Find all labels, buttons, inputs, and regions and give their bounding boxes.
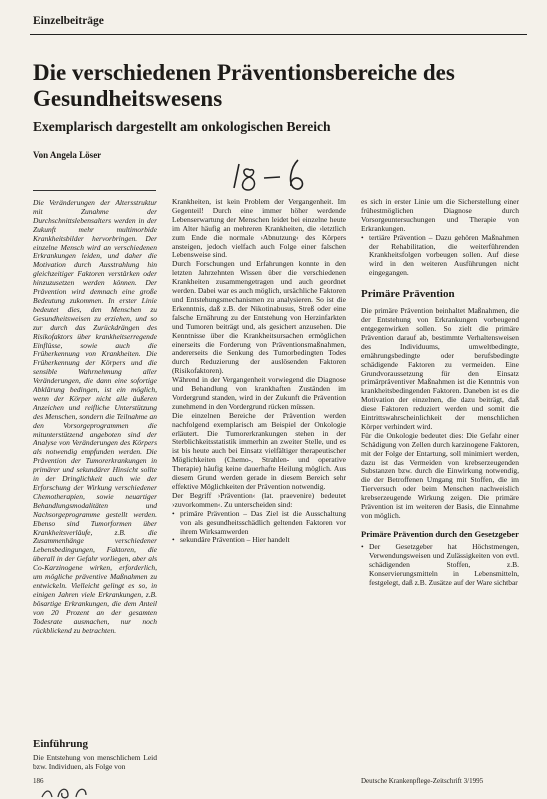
list-item: • tertiäre Prävention – Dazu gehören Maßnahmen der Rehabilitation, die weiterführenden Krankheitsfolgen vorbeugen sollen. Auf diese wird in den weiteren Ausführungen nicht eingegangen. — [361, 234, 519, 279]
column-3 — [361, 198, 519, 587]
article-title: Die verschiedenen Präventionsbereiche des Gesundheitswesens — [33, 60, 455, 111]
article-subtitle: Exemplarisch dargestellt am onkologischen Bereich — [33, 119, 331, 134]
einfuehrung-heading: Einführung — [33, 738, 89, 750]
page-number: 186 — [33, 777, 44, 785]
primary-paragraph: Für die Onkologie bedeutet dies: Die Gefahr einer Schädigung von Zellen durch karzinogene Faktoren, mit der Folge der Entartung, soll minimiert werden, dazu ist das Vermeiden von krebserzeugenden Substanzen bzw. durch die Einwirkung notwendig, die der Betroffenen Umgang mit Stoffen, die im Tierversuch oder beim Menschen nachweislich krebserzeugende Wirkung zeigen. Die primäre Prävention ist im weiteren der Basis, die Einnahme von möglich. — [361, 430, 519, 520]
abstract — [33, 199, 157, 635]
handwritten-note — [228, 158, 318, 202]
author-byline: Von Angela Löser — [33, 150, 102, 160]
header-rule — [30, 34, 527, 35]
tertiary-list — [361, 234, 519, 279]
list-item: • sekundäre Prävention – Hier handelt — [172, 536, 346, 545]
list-item: • Der Gesetzgeber hat Höchstmengen, Verwendungsweisen und Zulässigkeiten von evtl. schädigenden Stoffen, z.B. Konservierungsmitteln in Lebensmitteln, festgelegt, daß z.B. Zusätze auf der Ware sichtbar — [361, 543, 519, 588]
col2-paragraph: Die einzelnen Bereiche der Prävention werden nachfolgend exemplarisch am Beispiel der Onkologie erläutert. Die Tumorerkrankungen stehen in der Sterblichkeitsstatistik immerhin an zweiter Stelle, und es ist bis heute auch bei Einsatz vielfältiger therapeutischer Möglichkeiten (Chemo-, Strahlen- und operative Therapie) häufig keine dauerhafte Heilung möglich. Aus diesem Grund werden gerade in diesem Bereich sehr effektive Möglichkeiten der Prävention notwendig. — [172, 410, 346, 491]
col2-paragraph: Krankheiten, ist kein Problem der Vergangenheit. Im Gegenteil! Durch eine immer höher werdende Lebenserwartung der Menschen leidet bei einzelne heute im Alter häufig an mehreren Krankheiten, die ›letztlich zum Ende die normale ›Abnutzung‹ des Körpers ansteigen, jedoch vielfach auch Folge einer falschen Lebensweise sind. — [172, 197, 346, 260]
gesetzgeber-list — [361, 543, 519, 588]
primary-heading: Primäre Prävention — [361, 288, 455, 301]
column-2 — [172, 198, 346, 545]
abstract-rule — [33, 190, 156, 191]
section-label: Einzelbeiträge — [33, 15, 104, 27]
journal-footer: Deutsche Krankenpflege-Zeitschrift 3/1995 — [361, 777, 484, 785]
pen-scribble — [40, 785, 100, 799]
primary-paragraph: Die primäre Prävention beinhaltet Maßnahmen, die der Entstehung von Erkrankungen vorbeugend entgegenwirken sollen. So zielt die primäre Prävention darauf ab, bestimmte Verhaltensweisen des Individuums, umweltbedingte, ernährungsbedingte oder berufsbedingte schädigende Faktoren zu vermeiden. Eine Grundvoraussetzung für den Einsatz primärpräventiver Maßnahmen ist die Kenntnis von krankheitsbedingenden Faktoren. Daneben ist es die Motivation der einzelnen, die dazu beiträgt, daß diese Faktoren reduziert werden und somit die Eintrittswahrscheinlichkeit der menschlichen Körper verhindert wird. — [361, 306, 519, 431]
list-item: • primäre Prävention – Das Ziel ist die Ausschaltung von als gesundheitsschädlich geltenden Faktoren vor ihrem Wirksamwerden — [172, 510, 346, 537]
einfuehrung-text: Die Entstehung von menschlichem Leid bzw. Individuen, als Folge von — [33, 753, 157, 771]
col3-intro: es sich in erster Linie um die Sicherstellung einer frühestmöglichen Diagnose durch Vorsorgeuntersuchungen und Therapie von Erkrankungen. — [361, 197, 519, 233]
gesetzgeber-heading: Primäre Prävention durch den Gesetzgeber — [361, 528, 519, 539]
prevention-types-list — [172, 510, 346, 546]
col2-paragraph: Der Begriff ›Prävention‹ (lat. praevenire) bedeutet ›zuvorkommen‹. Zu unterscheiden sind: — [172, 490, 346, 509]
abstract-text: Die Veränderungen der Altersstruktur mit Zunahme der Durchschnittslebensalters werden in der Zukunft mehr multimorbide Krankheitsbilder hervorbringen. Der einzelne Mensch wird an verschiedenen Erkrankungen leiden, und daher die Motivation durch Ausstrahlung hin gleichzeitiger Faktoren verstärken oder hinzuzusetzen werden können. Der Prävention wird demnach eine große Bedeutung zukommen. In erster Linie bedeutet dies, den Menschen zu Gesundheitsweisen zu erziehen, und so zur durch das Zurückdrängen des Risikofaktors über krankheitserregende Einflüsse, sowie auch die Früherkennung von Krankheiten. Die Früherkennung der Körpers und die sensible Wahrnehmung aller Veränderungen, die dann eine sofortige Abklärung bedingen, ist ein möglich, wenn der Körper nicht alle äußeren Anzeichen und reifliche Unterstützung des Menschen, sondern die Teilnahme an den Vorsorgeprogrammen die mitunterstützend angeboten sind der Analyse von Veränderungen des Körpers als notwendig empfunden werden. Die Prävention der Tumorerkrankungen in primärer und sekundärer Hinsicht sollte in der Dringlichkeit auch wie der Erforschung der Wirkung verschiedener Chemotherapien, sowie neuartiger Behandlungsmodalitäten und Nachsorgeprogramme gestellt werden. Ebenso sind Tumorformen über Krankheitsverläufe, z.B. die Zusammenhänge verschiedener Lebensbedingungen, Faktoren, die überall in der Gefahr vorliegen, aber als Co-Karzinogene wirken, erforderlich, um mögliche präventive Maßnahmen zu entwickeln. Vielleicht gelingt es so, in einigen Jahren viele Erkrankungen, z.B. bösartige Erkrankungen, die dem Anteil von 20 Prozent an der gesamten Todesrate ausmachen, nur noch rückblickend zu betrachten. — [33, 198, 157, 635]
col2-paragraph: Während in der Vergangenheit vorwiegend die Diagnose und Behandlung von krankhaften Zuständen im Vordergrund standen, wird in der Zukunft die Prävention zunehmend in den Vordergrund rücken müssen. — [172, 375, 346, 411]
col2-paragraph: Durch Forschungen und Erfahrungen konnte in den letzten Jahrzehnten Wissen über die verschiedenen Krankheiten zusammengetragen und auch geordnet werden. Dabei war es auch möglich, ursächliche Faktoren und Entstehungsmechanismen zu analysieren. So ist die Erkenntnis, daß z.B. der Nikotinabusus, Streß oder eine falsche Ernährung zu der Entstehung von Herzinfarkten und Tumoren beiträgt und, als gesichert anzusehen. Die Kenntnisse über die Krankheitsursachen ermöglichen einerseits die Forderung von Präventionsmaßnahmen, andererseits die Senkung des Tumorbedingten Todes durch Reduzierung der auslösenden Faktoren (Risikofaktoren). — [172, 259, 346, 376]
